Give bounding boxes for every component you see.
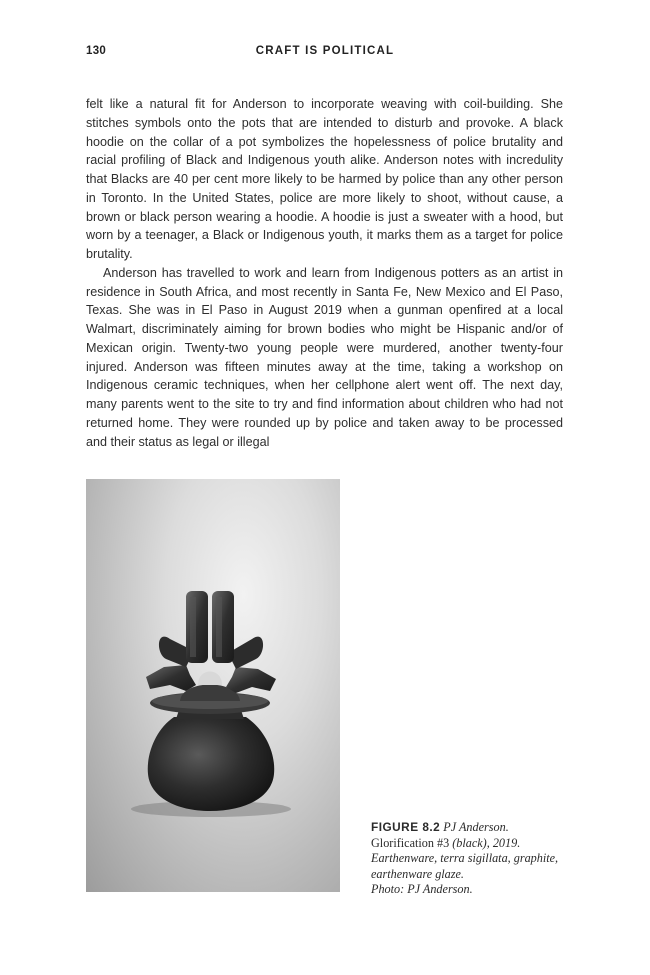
page-number: 130 [86,45,107,57]
sculpture-illustration [86,479,340,892]
paragraph-1: felt like a natural fit for Anderson to incorporate weaving with coil-building. She stitches symbols onto the pots that are intended to disturb and provoke. A black hoodie on the collar of a pot symbolizes the hopelessness of police brutality and racial profiling of Black and Indigenous youth alike. Anderson notes with incredulity that Blacks are 40 per cent more likely to be harmed by police than any other person in Toronto. In the United States, police are more likely to shoot, without cause, a brown or black person wearing a hoodie. A hoodie is just a sweater with a hood, but worn by a teenager, a Black or Indigenous youth, it marks them as a target for police brutality. [86,97,563,261]
figure-materials: Earthenware, terra sigillata, graphite, earthenware glaze. [371,851,559,881]
figure-artist: PJ Anderson. [443,820,509,834]
figure-title: Glorification #3 [371,835,450,850]
paragraph-2: Anderson has travelled to work and learn from Indigenous potters as an artist in residence in South Africa, and most recently in Santa Fe, New Mexico and El Paso, Texas. She was in El Paso in August 2019 when a gunman openfired at a local Walmart, discriminately aiming for brown bodies who might be Hispanic and/or of Mexican origin. Twenty-two young people were murdered, another twenty-four injured. Anderson was fifteen minutes away at the time, taking a workshop on Indigenous ceramic techniques, when her cellphone alert went off. The next day, many parents went to the site to try and find information about children who had not returned home. They were rounded up by police and taken away to be processed and their status as legal or illegal [86,265,563,449]
figure-credit: Photo: PJ Anderson. [371,882,473,896]
figure-title-date: (black), 2019. [452,835,521,850]
figure-caption [371,820,581,898]
figure-label: FIGURE 8.2 [371,820,441,834]
figure-photo [86,479,340,892]
running-head: CRAFT IS POLITICAL [255,45,395,57]
body-text [86,95,563,451]
